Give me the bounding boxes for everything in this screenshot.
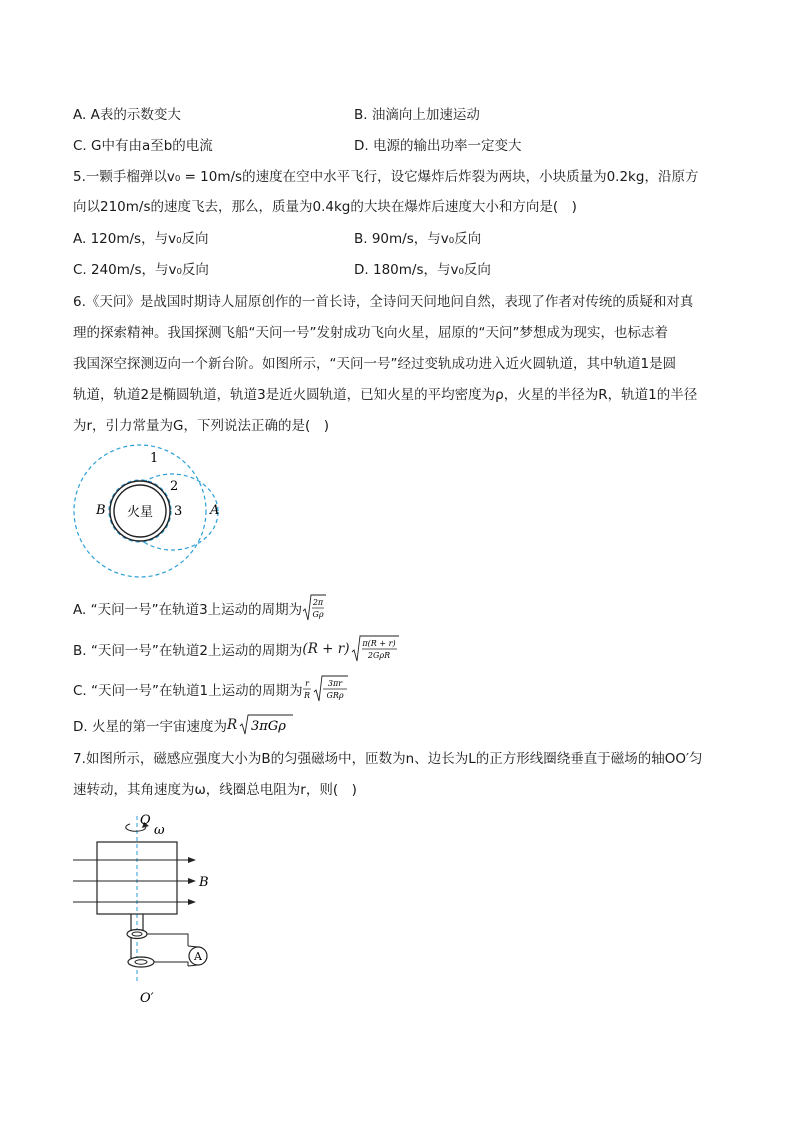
omega-label: ω xyxy=(154,823,165,838)
q6-option-b-den: 2GρR xyxy=(368,651,391,660)
q6-option-b-text: B. “天问一号”在轨道2上运动的周期为 xyxy=(73,643,303,659)
axis-bottom-label: O′ xyxy=(140,991,154,1006)
ammeter-wire xyxy=(188,946,198,947)
q6-stem-line3: 我国深空探测迈向一个新台阶。如图所示，“天问一号”经过变轨成功进入近火圆轨道，其中轨道1是圆 xyxy=(73,356,677,372)
q6-option-a-radical xyxy=(302,594,326,622)
field-arrowhead-2 xyxy=(188,878,196,884)
coil-diagram xyxy=(70,812,220,1007)
q6-option-a-den: Gρ xyxy=(312,610,324,619)
q6-option-d-radical xyxy=(239,714,293,736)
orbit-2-label: 2 xyxy=(170,479,179,494)
slip-ring-upper xyxy=(127,930,147,939)
q6-option-a-text: A. “天问一号”在轨道3上运动的周期为 xyxy=(73,602,303,618)
point-a-label: A xyxy=(210,503,220,518)
q6-option-d-radicand: 3πGρ xyxy=(251,719,286,734)
q5-stem-line2: 向以210m/s的速度飞去，那么，质量为0.4kg的大块在爆炸后速度大小和方向是( ) xyxy=(73,199,577,215)
circuit-wire-top xyxy=(147,934,188,946)
q5-stem-line1: 5.一颗手榴弹以v₀ = 10m/s的速度在空中水平飞行，设它爆炸后炸裂为两块，小块质量为0.2kg，沿原方 xyxy=(73,169,699,185)
orbit-3-label: 3 xyxy=(174,504,183,519)
ammeter-label: A xyxy=(194,950,202,963)
q4-option-a: A. A表的示数变大 xyxy=(73,107,181,123)
field-arrowhead-3 xyxy=(188,899,196,905)
axis-top-label: O xyxy=(140,813,151,828)
q6-stem-line5: 为r，引力常量为G，下列说法正确的是( ) xyxy=(73,418,330,434)
q6-option-b-prefix: (R + r) xyxy=(302,641,350,657)
q6-option-c-den: GRρ xyxy=(326,691,344,700)
orbit-diagram xyxy=(70,444,230,578)
q4-option-d: D. 电源的输出功率一定变大 xyxy=(354,138,522,154)
q6-stem-line2: 理的探索精神。我国探测飞船“天问一号”发射成功飞向火星，屈原的“天问”梦想成为现实，也标志着 xyxy=(73,325,668,341)
q7-stem-line1: 7.如图所示，磁感应强度大小为B的匀强磁场中，匝数为n、边长为L的正方形线圈绕垂直于磁场的轴OO′匀 xyxy=(73,751,703,767)
q6-option-c-frac-num: r xyxy=(304,679,309,688)
q5-option-b: B. 90m/s，与v₀反向 xyxy=(354,231,482,247)
ammeter-wire-2 xyxy=(188,965,198,966)
q6-option-b-radical xyxy=(351,635,399,663)
q6-option-b-num: π(R + r) xyxy=(362,639,397,648)
q6-option-d-prefix: R xyxy=(226,717,238,733)
q6-option-c-num: 3πr xyxy=(327,679,342,688)
q6-option-d xyxy=(73,712,293,738)
point-b-label: B xyxy=(96,503,106,518)
orbit-1-label: 1 xyxy=(150,451,159,466)
q6-option-b xyxy=(73,636,399,662)
q7-stem-line2: 速转动，其角速度为ω，线圈总电阻为r，则( ) xyxy=(73,782,357,798)
q4-option-c: C. G中有由a至b的电流 xyxy=(73,138,213,154)
q6-option-c-text: C. “天问一号”在轨道1上运动的周期为 xyxy=(73,683,303,699)
circuit-wire-bottom xyxy=(154,962,188,966)
q6-option-a-num: 2π xyxy=(312,598,324,607)
field-label: B xyxy=(199,875,209,890)
field-arrowhead-1 xyxy=(188,857,196,863)
q6-stem-line1: 6.《天问》是战国时期诗人屈原创作的一首长诗，全诗问天问地问自然，表现了作者对传统的质疑和对真 xyxy=(73,294,694,310)
q5-option-a: A. 120m/s，与v₀反向 xyxy=(73,231,209,247)
q6-option-c xyxy=(73,676,349,702)
planet-label: 火星 xyxy=(126,505,154,520)
q6-option-c-expression xyxy=(303,675,349,703)
q5-option-c: C. 240m/s，与v₀反向 xyxy=(73,262,209,278)
slip-ring-lower xyxy=(128,957,154,967)
q6-option-c-frac-den: R xyxy=(303,691,310,700)
q4-option-b: B. 油滴向上加速运动 xyxy=(354,107,480,123)
q6-stem-line4: 轨道，轨道2是椭圆轨道，轨道3是近火圆轨道，已知火星的平均密度为ρ，火星的半径为R，轨道1的半径 xyxy=(73,387,698,403)
q6-option-a xyxy=(73,595,326,621)
q6-option-d-text: D. 火星的第一宇宙速度为 xyxy=(73,719,227,735)
q5-option-d: D. 180m/s，与v₀反向 xyxy=(354,262,491,278)
